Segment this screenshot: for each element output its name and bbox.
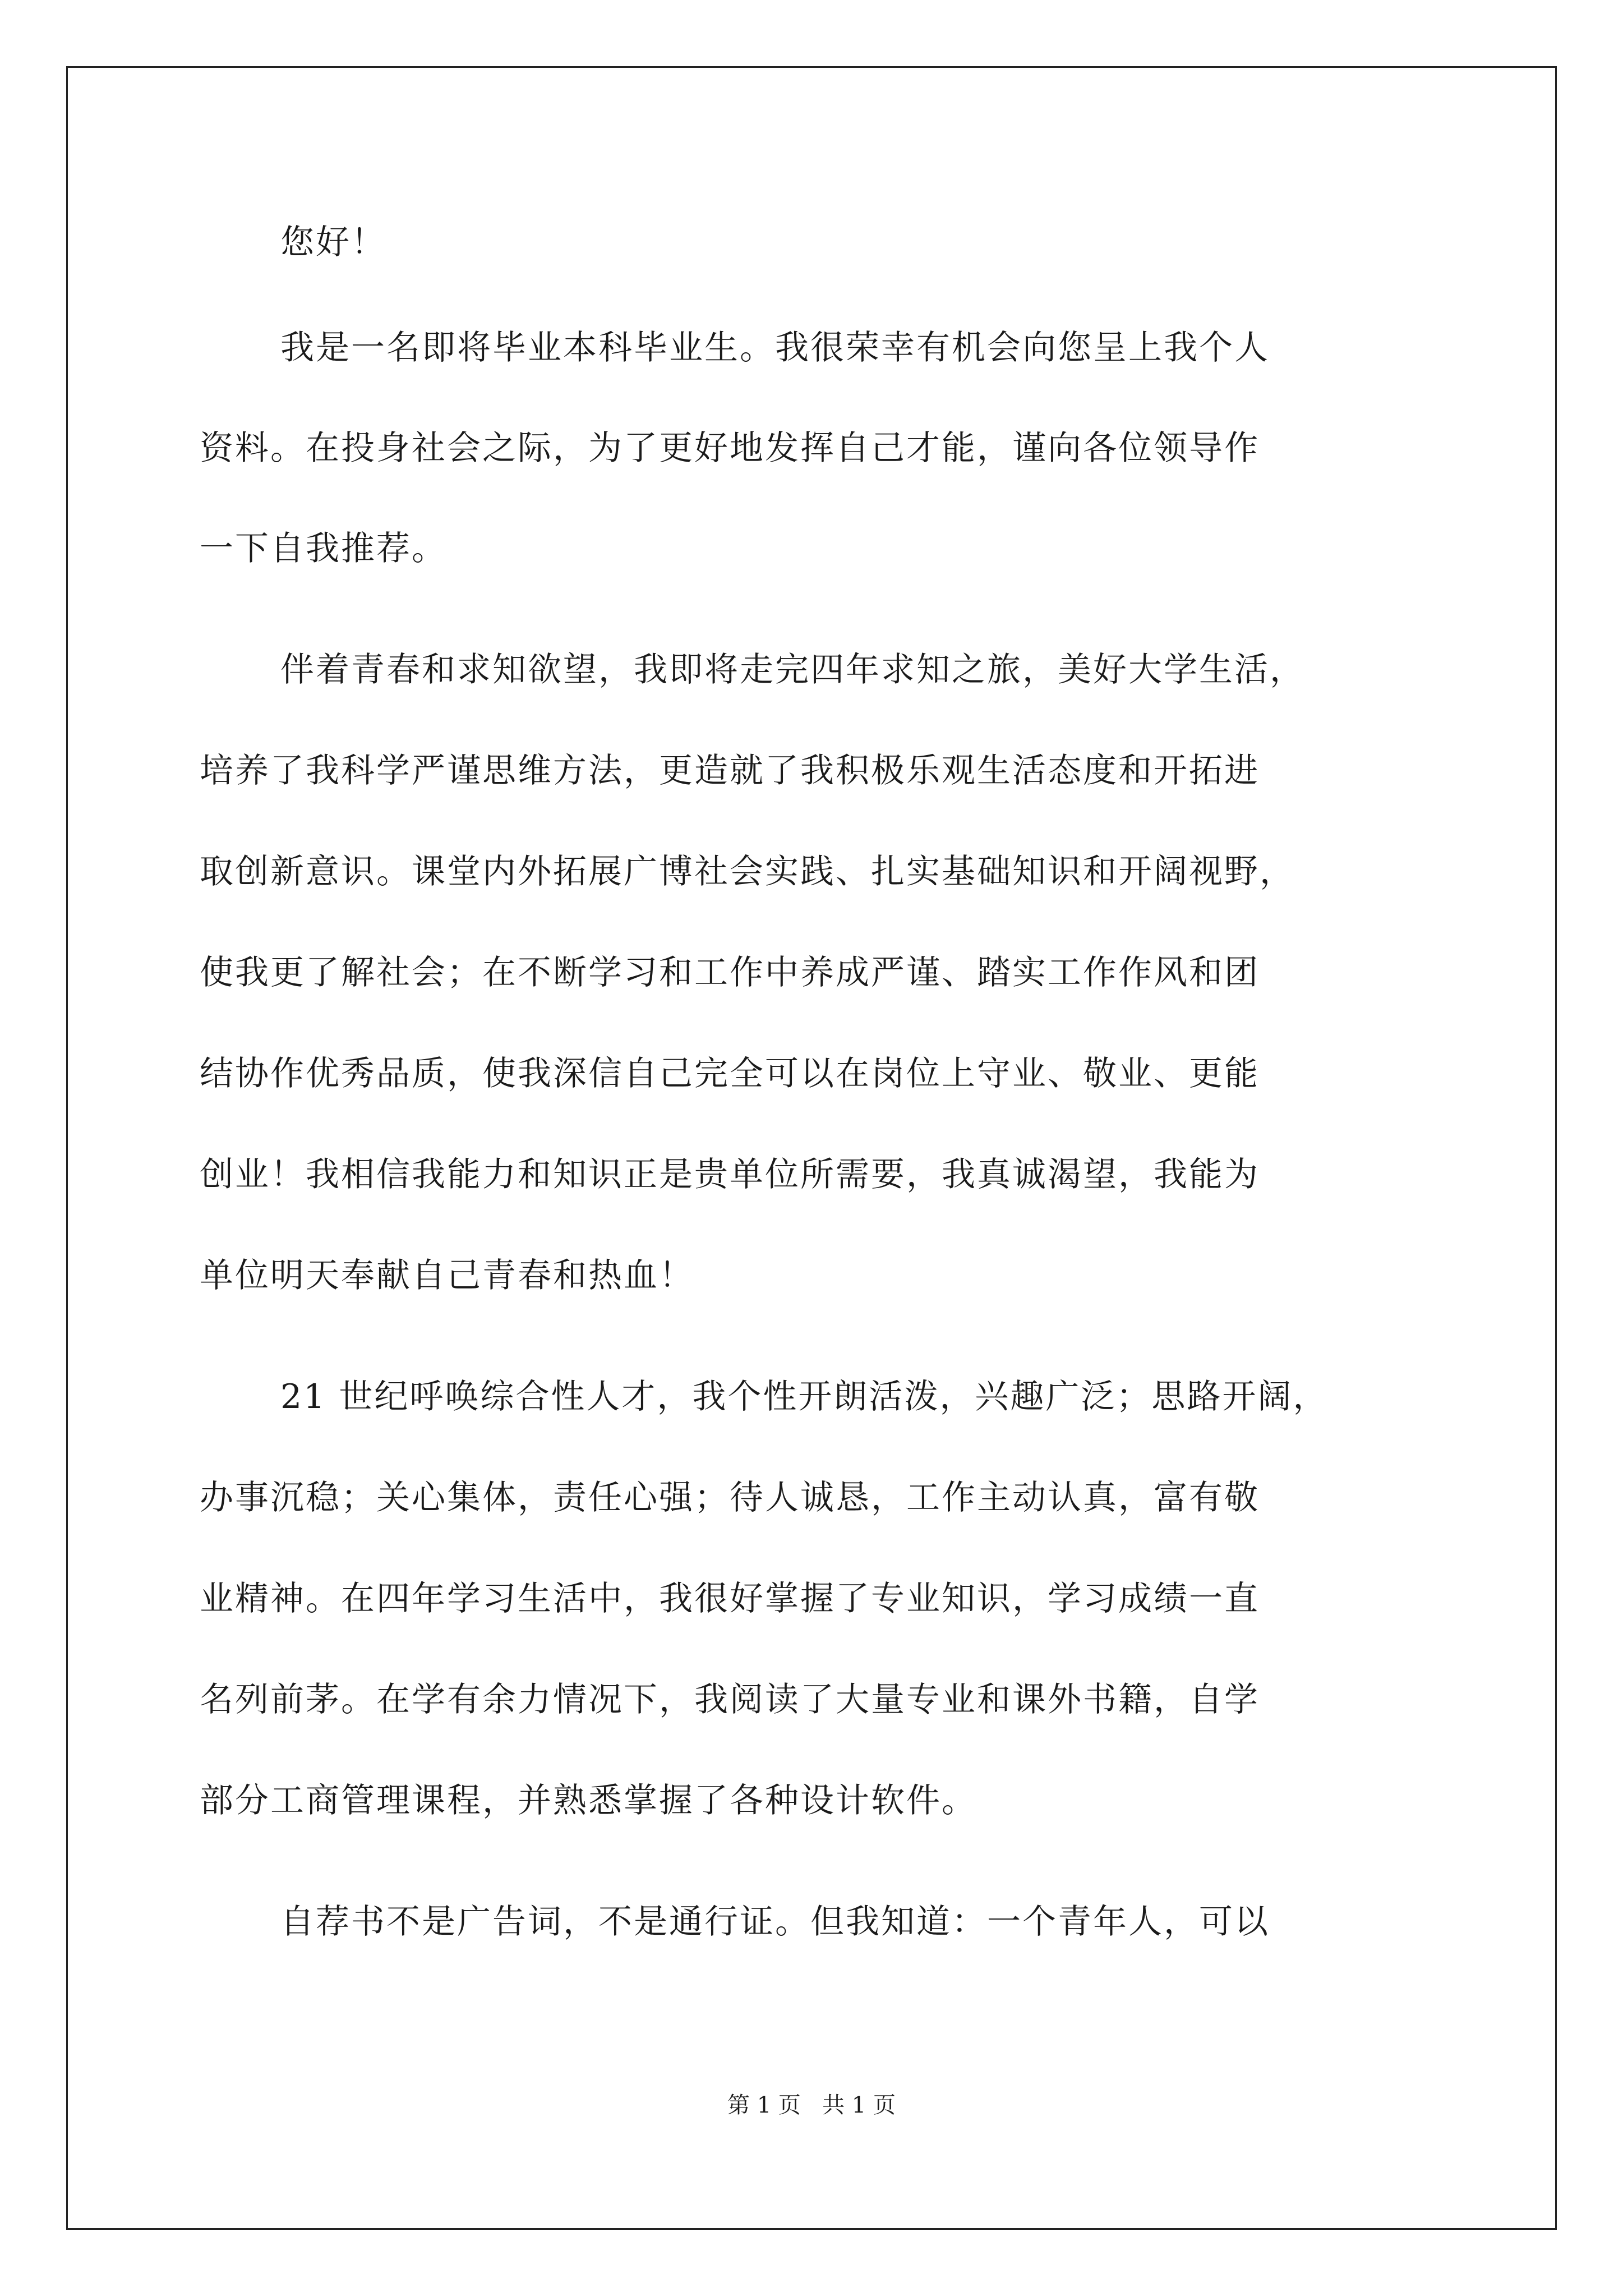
paragraph-line: 使我更了解社会；在不断学习和工作中养成严谨、踏实工作作风和团 [200, 953, 1260, 992]
paragraph-line: 伴着青春和求知欲望，我即将走完四年求知之旅，美好大学生活， [280, 650, 1305, 689]
paragraph-line: 结协作优秀品质，使我深信自己完全可以在岗位上守业、敬业、更能 [200, 1054, 1260, 1093]
paragraph-line: 单位明天奉献自己青春和热血！ [200, 1256, 694, 1295]
paragraph-line: 21 世纪呼唤综合性人才，我个性开朗活泼，兴趣广泛；思路开阔， [280, 1377, 1329, 1416]
paragraph-line: 培养了我科学严谨思维方法，更造就了我积极乐观生活态度和开拓进 [200, 751, 1260, 790]
paragraph-line: 一下自我推荐。 [200, 529, 447, 568]
paragraph-line: 部分工商管理课程，并熟悉掌握了各种设计软件。 [200, 1781, 977, 1820]
page-footer: 第 1 页 共 1 页 [727, 2092, 896, 2118]
paragraph-line: 我是一名即将毕业本科毕业生。我很荣幸有机会向您呈上我个人 [280, 328, 1270, 367]
paragraph-line: 名列前茅。在学有余力情况下，我阅读了大量专业和课外书籍，自学 [200, 1680, 1260, 1719]
paragraph-line: 创业！我相信我能力和知识正是贵单位所需要，我真诚渴望，我能为 [200, 1155, 1260, 1194]
paragraph-line: 资料。在投身社会之际，为了更好地发挥自己才能，谨向各位领导作 [200, 429, 1260, 468]
paragraph-line: 业精神。在四年学习生活中，我很好掌握了专业知识，学习成绩一直 [200, 1579, 1260, 1618]
paragraph-line: 办事沉稳；关心集体，责任心强；待人诚恳，工作主动认真，富有敬 [200, 1478, 1260, 1517]
paragraph-line: 自荐书不是广告词，不是通行证。但我知道：一个青年人，可以 [280, 1902, 1270, 1941]
greeting-line: 您好！ [280, 223, 386, 262]
paragraph-line: 取创新意识。课堂内外拓展广博社会实践、扎实基础知识和开阔视野， [200, 852, 1295, 891]
